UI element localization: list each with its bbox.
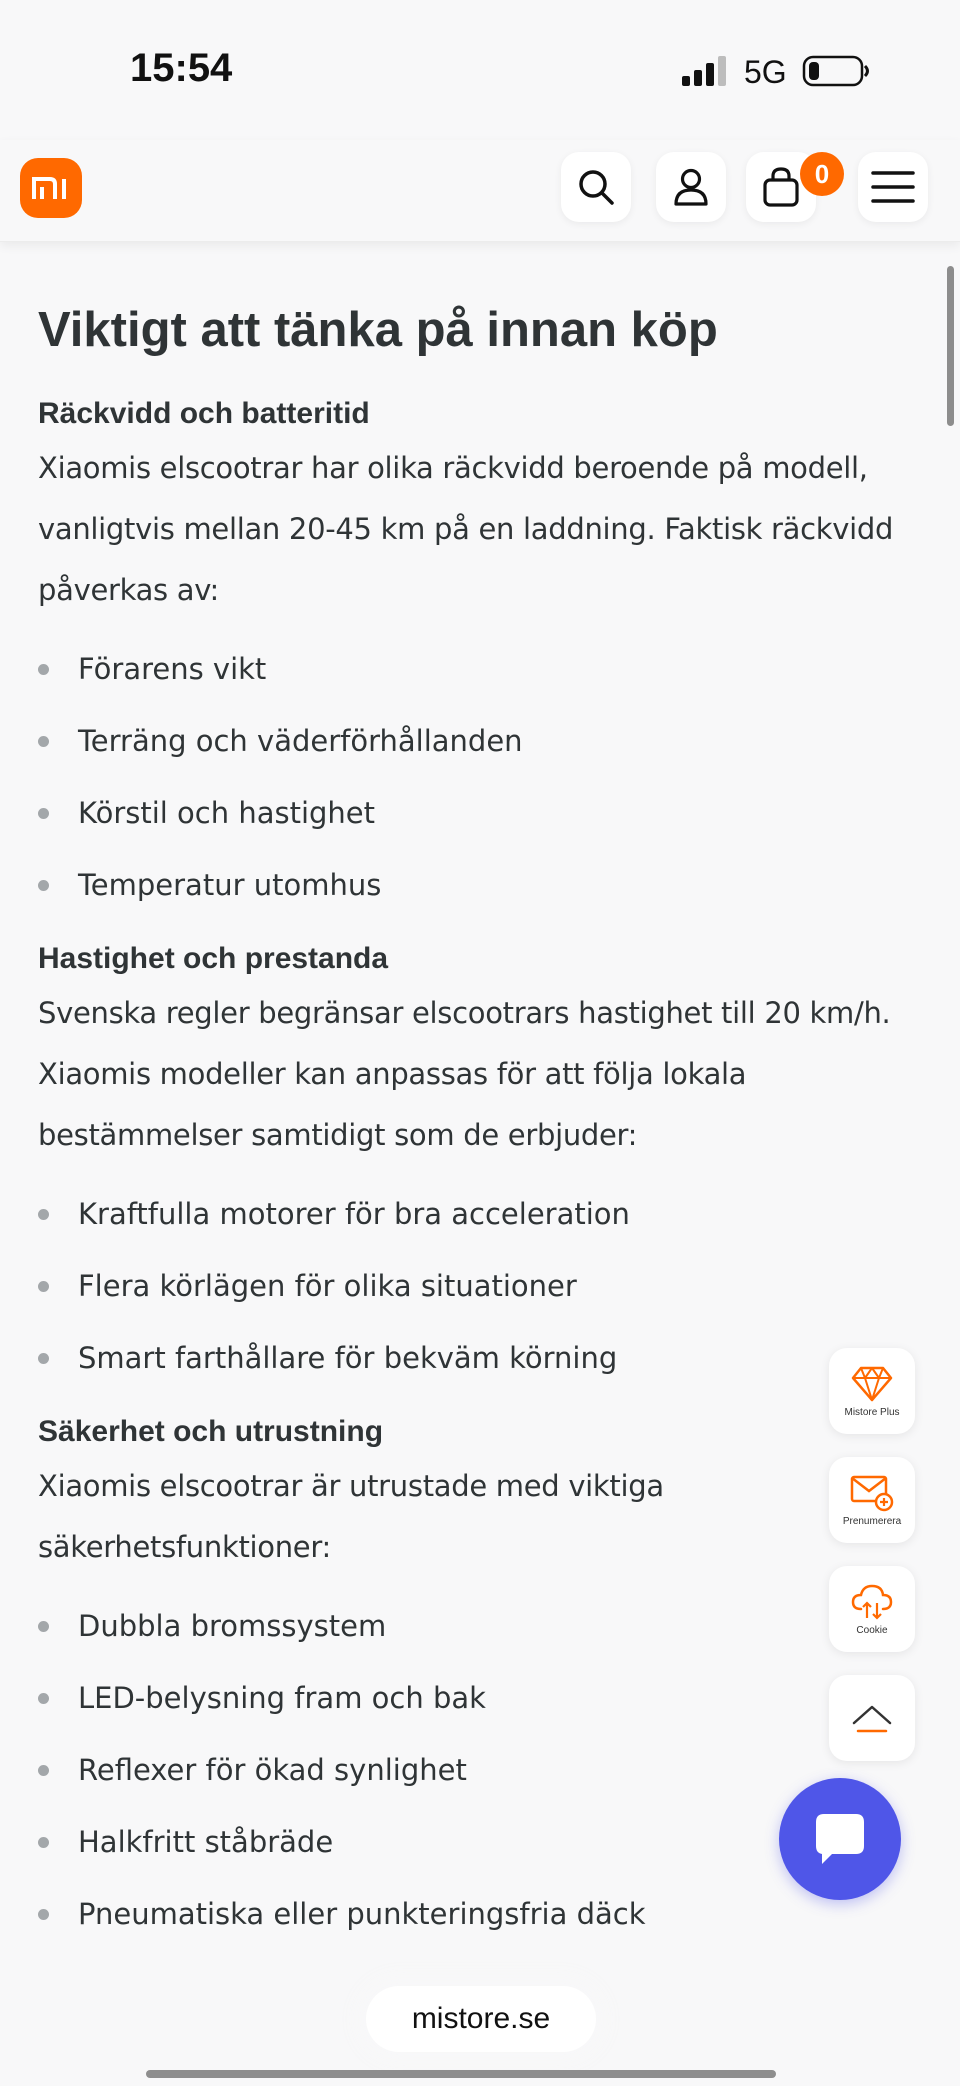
article-content	[38, 290, 918, 1964]
list-item	[38, 777, 918, 849]
section-text: Xiaomis elscootrar har olika räckvidd beroende på modell, vanligtvis mellan 20-45 km på en laddning. Faktisk räckvidd påverkas av:	[38, 451, 894, 607]
list-item-text: Kraftfulla motorer för bra acceleration	[78, 1197, 630, 1231]
list-item	[38, 1178, 918, 1250]
bullet-dot	[38, 1621, 49, 1632]
hamburger-menu-icon	[871, 169, 915, 205]
bullet-dot	[38, 736, 49, 747]
cloud-sync-icon	[850, 1583, 894, 1621]
list-item-text: Temperatur utomhus	[78, 868, 382, 902]
address-bar[interactable]: mistore.se	[366, 1986, 596, 2052]
bullet-list	[38, 1178, 918, 1394]
shopping-bag-icon	[761, 166, 801, 208]
home-indicator[interactable]	[146, 2070, 776, 2078]
status-time: 15:54	[130, 46, 233, 90]
chat-button[interactable]	[779, 1778, 901, 1900]
list-item	[38, 1250, 918, 1322]
bullet-dot	[38, 664, 49, 675]
section-heading: Räckvidd och batteritid	[38, 397, 370, 430]
section-heading: Hastighet och prestanda	[38, 942, 389, 975]
cart-count-badge: 0	[800, 152, 844, 196]
list-item-text: Smart farthållare för bekväm körning	[78, 1341, 618, 1375]
list-item	[38, 705, 918, 777]
chevron-up-icon	[850, 1701, 894, 1735]
user-icon	[672, 167, 710, 207]
signal-strength-icon	[680, 54, 730, 88]
site-header	[0, 140, 960, 242]
bullet-dot	[38, 1353, 49, 1364]
list-item	[38, 1734, 918, 1806]
list-item-text: Flera körlägen för olika situationer	[78, 1269, 577, 1303]
network-label: 5G	[744, 54, 787, 90]
list-item	[38, 633, 918, 705]
section-text: Svenska regler begränsar elscootrars hastighet till 20 km/h. Xiaomis modeller kan anpassas för att följa lokala bestämmelser samtidigt som de erbjuder:	[38, 996, 891, 1152]
list-item	[38, 1662, 918, 1734]
mistore-plus-button[interactable]	[829, 1348, 915, 1434]
list-item-text: Terräng och väderförhållanden	[78, 724, 523, 758]
list-item-text: Halkfritt ståbräde	[78, 1825, 334, 1859]
search-icon	[576, 167, 616, 207]
list-item-text: Förarens vikt	[78, 652, 267, 686]
bullet-list	[38, 1590, 918, 1950]
bullet-dot	[38, 1837, 49, 1848]
bullet-dot	[38, 808, 49, 819]
mail-plus-icon	[850, 1474, 894, 1512]
list-item-text: LED-belysning fram och bak	[78, 1681, 486, 1715]
bullet-dot	[38, 1909, 49, 1920]
bullet-list	[38, 633, 918, 921]
list-item	[38, 1322, 918, 1394]
page-scrollbar[interactable]	[947, 266, 954, 426]
section-text: Xiaomis elscootrar är utrustade med viktiga säkerhetsfunktioner:	[38, 1469, 664, 1564]
list-item-text: Pneumatiska eller punkteringsfria däck	[78, 1897, 646, 1931]
bullet-dot	[38, 1209, 49, 1220]
mistore-plus-label: Mistore Plus	[844, 1406, 900, 1418]
diamond-icon	[851, 1365, 893, 1403]
list-item-text: Körstil och hastighet	[78, 796, 376, 830]
account-button[interactable]	[656, 152, 726, 222]
cookie-settings-button[interactable]	[829, 1566, 915, 1652]
chat-bubble-icon	[812, 1810, 868, 1868]
section-heading: Säkerhet och utrustning	[38, 1415, 384, 1448]
page-title: Viktigt att tänka på innan köp	[38, 303, 718, 357]
search-button[interactable]	[561, 152, 631, 222]
status-bar	[0, 0, 960, 140]
battery-icon	[802, 54, 872, 88]
section-range-battery	[38, 390, 918, 921]
mi-logo-icon[interactable]	[20, 158, 82, 218]
menu-button[interactable]	[858, 152, 928, 222]
bullet-dot	[38, 880, 49, 891]
section-speed-performance	[38, 935, 918, 1394]
list-item-text: Dubbla bromssystem	[78, 1609, 387, 1643]
subscribe-button[interactable]	[829, 1457, 915, 1543]
subscribe-label: Prenumerera	[842, 1515, 902, 1527]
bullet-dot	[38, 1693, 49, 1704]
list-item-text: Reflexer för ökad synlighet	[78, 1753, 467, 1787]
list-item	[38, 849, 918, 921]
list-item	[38, 1590, 918, 1662]
bullet-dot	[38, 1765, 49, 1776]
scroll-to-top-button[interactable]	[829, 1675, 915, 1761]
cookie-label: Cookie	[856, 1624, 888, 1636]
list-item	[38, 1878, 918, 1950]
bullet-dot	[38, 1281, 49, 1292]
